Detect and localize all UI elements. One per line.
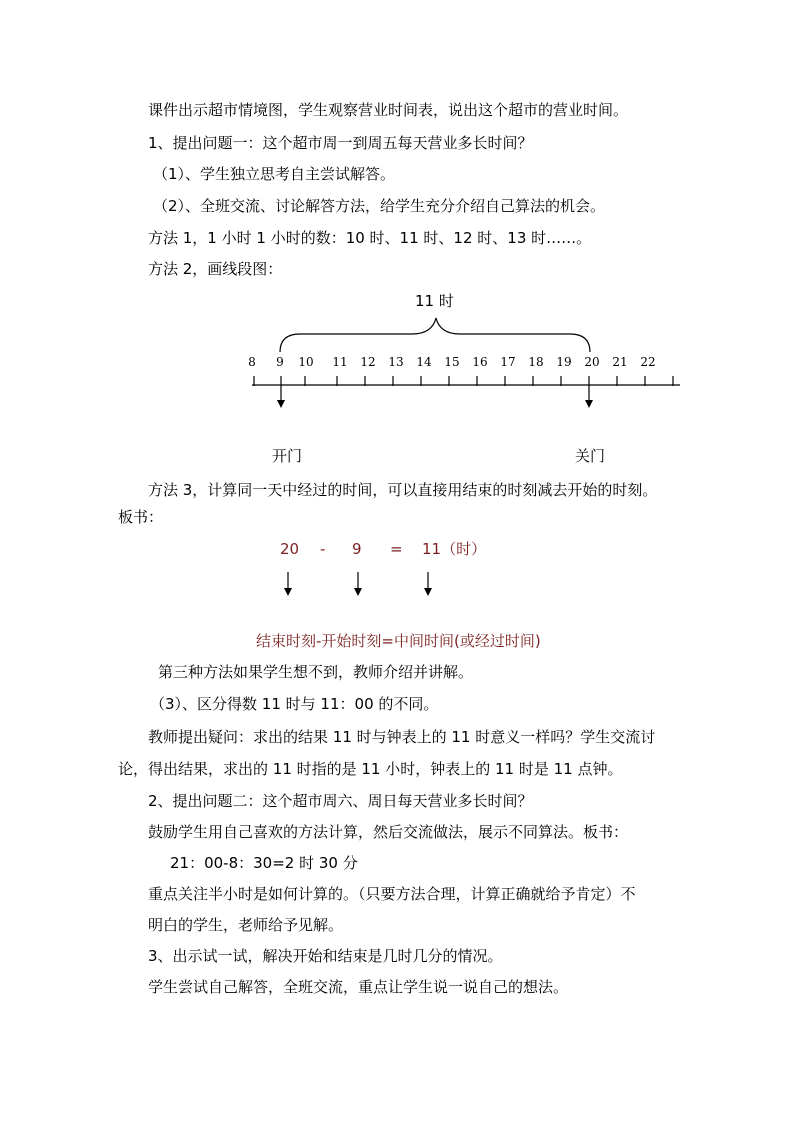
encourage-text: 鼓励学生用自己喜欢的方法计算，然后交流做法，展示不同算法。板书： (148, 823, 629, 841)
method-one: 方法 1，1 小时 1 小时的数：10 时、11 时、12 时、13 时……。 (148, 229, 592, 247)
paragraph-intro: 课件出示超市情境图，学生观察营业时间表，说出这个超市的营业时间。 (148, 101, 629, 119)
tick-label-17: 17 (500, 355, 516, 369)
open-label: 开门 (272, 447, 303, 465)
step-two: （2）、全班交流、讨论解答方法，给学生充分介绍自己算法的机会。 (153, 197, 606, 215)
step-three: （3）、区分得数 11 时与 11：00 的不同。 (150, 695, 439, 713)
tick-label-12: 12 (360, 355, 376, 369)
tick-label-15: 15 (444, 355, 460, 369)
method-three: 方法 3，计算同一天中经过的时间，可以直接用结束的时刻减去开始的时刻。 (148, 481, 658, 499)
tick-label-8: 8 (248, 355, 256, 369)
equation-b: 9 (352, 540, 362, 558)
tick-label-11: 11 (332, 355, 348, 369)
brace-label: 11 时 (415, 292, 454, 310)
brace (280, 318, 590, 352)
formula: 结束时刻-开始时刻=中间时间(或经过时间) (256, 632, 541, 650)
teacher-question-line1: 教师提出疑问：求出的结果 11 时与钟表上的 11 时意义一样吗？学生交流讨 (148, 728, 656, 746)
equation-minus: - (320, 540, 326, 558)
tick-label-19: 19 (556, 355, 572, 369)
tick-label-18: 18 (528, 355, 544, 369)
tick-label-9: 9 (276, 355, 284, 369)
tick-label-14: 14 (416, 355, 432, 369)
calc-example: 21：00-8：30=2 时 30 分 (170, 854, 358, 872)
question-one: 1、提出问题一：这个超市周一到周五每天营业多长时间？ (148, 134, 533, 152)
tick-label-20: 20 (584, 355, 600, 369)
method-two: 方法 2，画线段图： (148, 260, 283, 278)
question-three: 3、出示试一试，解决开始和结束是几时几分的情况。 (148, 947, 503, 965)
down-arrow-icon (420, 572, 436, 598)
close-label: 关门 (575, 447, 606, 465)
tick-label-22: 22 (640, 355, 656, 369)
close-arrow-head (585, 400, 593, 408)
tick-label-13: 13 (388, 355, 404, 369)
teacher-question-line2: 论，得出结果，求出的 11 时指的是 11 小时，钟表上的 11 时是 11 点钟。 (118, 760, 623, 778)
tick-group (248, 355, 673, 386)
board-label: 板书： (118, 508, 164, 526)
down-arrow-icon (280, 572, 296, 598)
equation-a: 20 (280, 540, 300, 558)
tick-label-16: 16 (472, 355, 488, 369)
step-one: （1）、学生独立思考自主尝试解答。 (153, 165, 396, 183)
down-arrow-icon (350, 572, 366, 598)
equation-result: 11（时） (422, 540, 487, 558)
focus-line2: 明白的学生，老师给予见解。 (148, 916, 344, 934)
number-line-diagram (0, 0, 794, 480)
question-two: 2、提出问题二：这个超市周六、周日每天营业多长时间？ (148, 792, 533, 810)
tick-label-10: 10 (298, 355, 314, 369)
closing-text: 学生尝试自己解答，全班交流，重点让学生说一说自己的想法。 (148, 978, 569, 996)
open-arrow-head (277, 400, 285, 408)
equation-equals: = (390, 540, 403, 558)
focus-line1: 重点关注半小时是如何计算的。（只要方法合理，计算正确就给予肯定）不 (148, 885, 636, 903)
teacher-note: 第三种方法如果学生想不到，教师介绍并讲解。 (158, 663, 474, 681)
tick-label-21: 21 (612, 355, 628, 369)
